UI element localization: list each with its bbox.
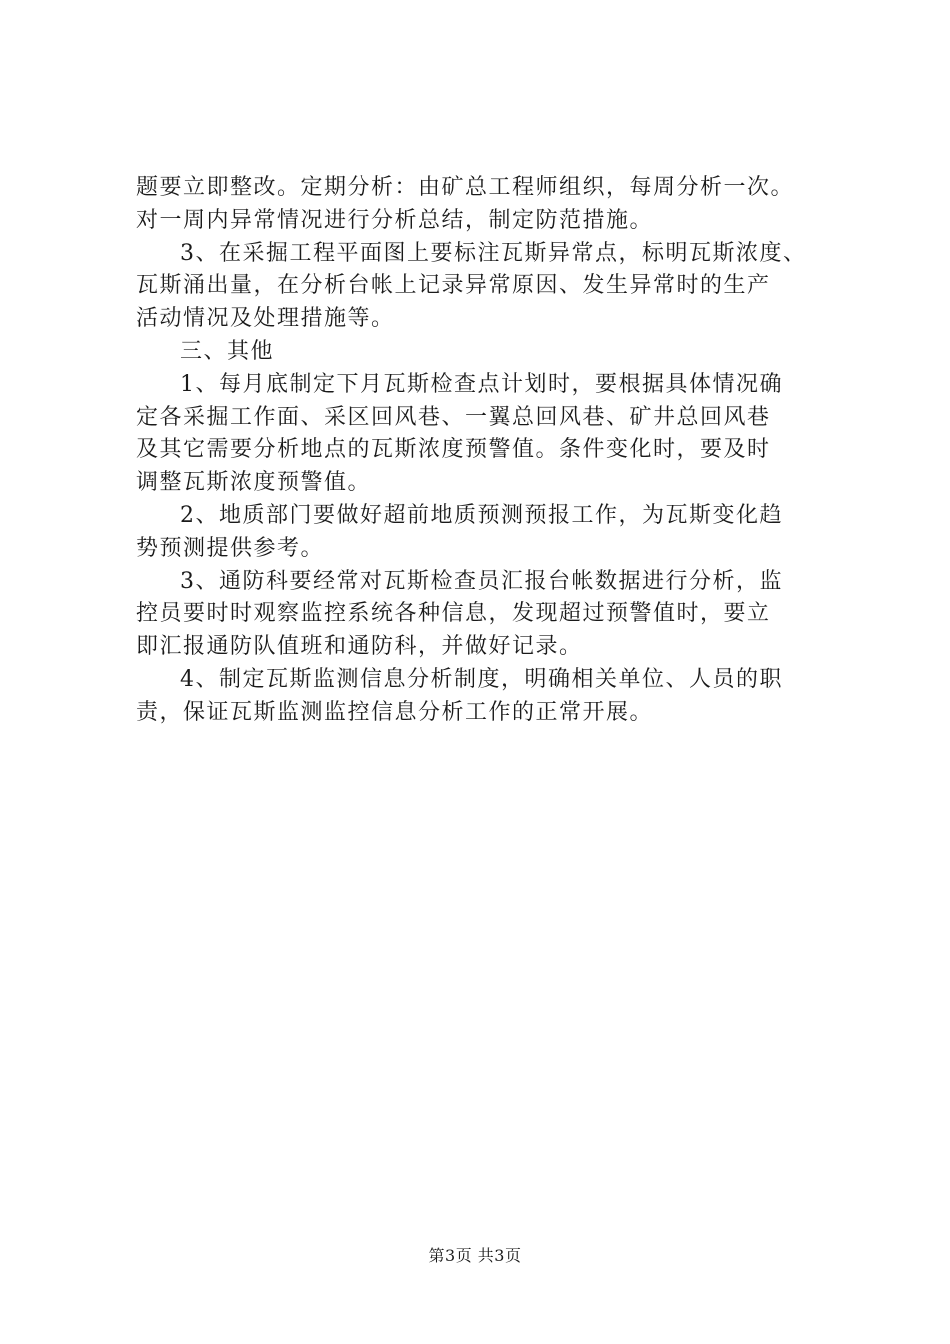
text-line: 调整瓦斯浓度预警值。: [136, 470, 372, 496]
text-line: 对一周内异常情况进行分析总结，制定防范措施。: [136, 207, 654, 233]
text-line: 4、制定瓦斯监测信息分析制度，明确相关单位、人员的职: [180, 666, 783, 692]
page-number-footer: 第3页 共3页: [428, 1246, 522, 1265]
text-line: 活动情况及处理措施等。: [136, 306, 395, 332]
text-line: 即汇报通防队值班和通防科，并做好记录。: [136, 634, 583, 660]
text-line: 3、通防科要经常对瓦斯检查员汇报台帐数据进行分析，监: [180, 568, 783, 594]
text-line: 1、每月底制定下月瓦斯检查点计划时，要根据具体情况确: [180, 371, 783, 397]
document-body: [136, 172, 826, 730]
text-line: 控员要时时观察监控系统各种信息，发现超过预警值时，要立: [136, 601, 771, 627]
text-line: 2、地质部门要做好超前地质预测预报工作，为瓦斯变化趋: [180, 502, 783, 528]
text-line: 及其它需要分析地点的瓦斯浓度预警值。条件变化时，要及时: [136, 437, 771, 463]
text-line: 势预测提供参考。: [136, 535, 325, 561]
text-line: 瓦斯涌出量，在分析台帐上记录异常原因、发生异常时的生产: [136, 273, 771, 299]
section-heading: 三、其他: [180, 338, 275, 364]
text-line: 题要立即整改。定期分析：由矿总工程师组织，每周分析一次。: [136, 175, 795, 200]
text-line: 3、在采掘工程平面图上要标注瓦斯异常点，标明瓦斯浓度、: [180, 240, 807, 266]
text-line: 责，保证瓦斯监测监控信息分析工作的正常开展。: [136, 699, 654, 725]
text-line: 定各采掘工作面、采区回风巷、一翼总回风巷、矿井总回风巷: [136, 404, 771, 430]
